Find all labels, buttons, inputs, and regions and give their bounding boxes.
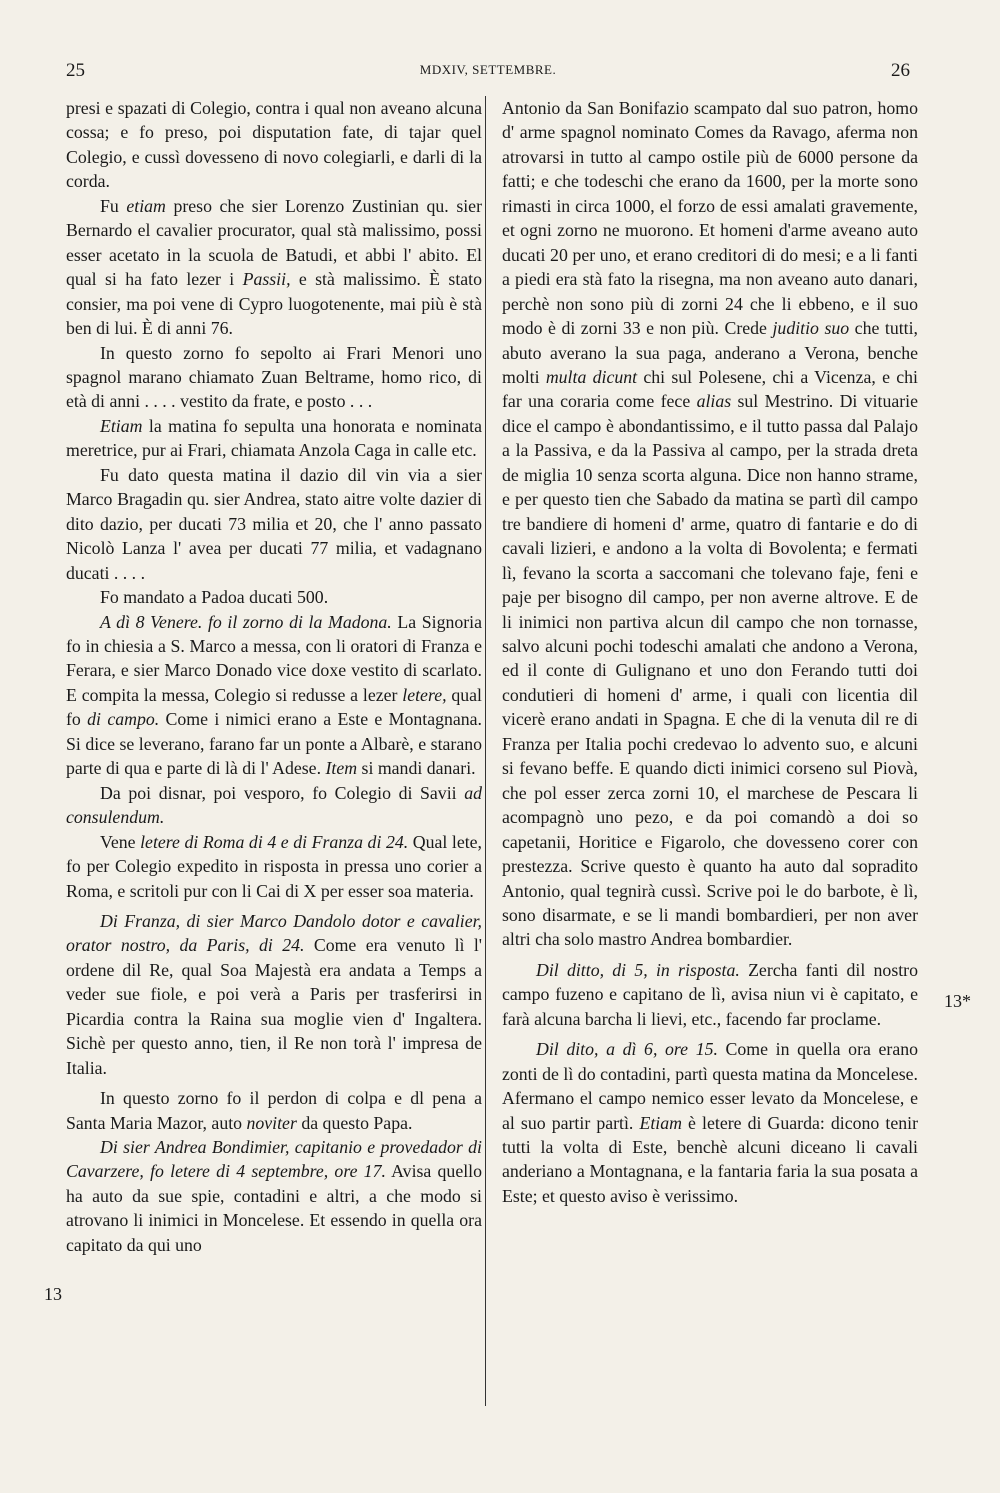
paragraph: Antonio da San Bonifazio scampato dal suo patron, homo d' arme spagnol nominato Comes da Ravago, aferma non atrovarsi in tutto al campo ostile più de 6000 persone da fatti; e che todeschi che erano da 1600, per la morte sono rimasti in circa 1000, el forzo de essi amalati gravemente, et ogni zorno ne muorono. Et homeni d'arme aveano auto ducati 20 per uno, et erano creditori di do mesi; e a li fanti a piedi era stà fato la risegna, ma non aveano auto danari, perchè non sono più di zorni 24 che li ebbeno, e il suo modo è di zorni 33 e non più. Crede juditio suo che tutti, abuto averano la sua paga, anderano a Verona, benche molti multa dicunt chi sul Polesene, chi a Vicenza, e chi far una coraria come fece alias sul Mestrino. Di vituarie dice el campo è abondantissimo, e il tutto passa dal Palajo a la Passiva, e da la Passiva al campo, per la strada dreta de miglia 10 senza scorta alguna. Dice non hanno strame, e per questo tien che Sabado da matina se partì dil campo tre bandiere di homeni d' arme, quatro di fantarie e do di cavali lizieri, e andono a la volta di Bovolenta; e fermati lì, fevano la scorta a saccomani che tolevano faje, feni e paje per bisogno dil campo, per non averne altrove. E de li inimici non partiva alcun dil campo che non tornasse, salvo alcuni pochi todeschi amalati che andono a Verona, ed il conte di Gulignano et uno don Ferando tutti doi condutieri di homeni d' arme, i quali con licentia dil vicerè erano andati in Spagna. E che di la venuta dil re di Franza per Italia pochi credevao lo advento suo, e alcuni si fevano beffe. E quando dicti inimici corseno sul Piovà, che pol esser zerca zorni 10, el marchese de Pescara li acompagnò uno pezo, e da poi comandò a doi so capetanii, Horitice e Figarolo, che dovesseno corer con prestezza. Scrive questo è quanto ha auto dal sopradito Antonio, qual tegnirà cussì. Scrive poi le do barbote, è lì, sono disarmate, e se li mandi bombardieri, per non aver altri cha solo mastro Andrea bombardier.	[502, 98, 918, 950]
left-column	[66, 96, 482, 1257]
paragraph: presi e spazati di Colegio, contra i qual non aveano alcuna cossa; e fo preso, poi disputation fate, di tajar quel Colegio, e cussì dovesseno di novo colegiarli, e darli di la corda.	[66, 98, 482, 192]
paragraph: Di sier Andrea Bondimier, capitanio e provedador di Cavarzere, fo letere di 4 septembre, ore 17. Avisa quello ha auto da sue spie, contadini e altri, a che modo si atrovano li inimici in Moncelese. Et essendo in quella ora capitato da qui uno	[66, 1137, 482, 1255]
paragraph: Di Franza, di sier Marco Dandolo dotor e cavalier, orator nostro, da Paris, di 24. Come era venuto lì l' ordene dil Re, qual Soa Majestà era andata a Temps a veder sue fiole, e poi verà a Paris per trasferirsi in Picardia contra la Raina sua moglie vien d' Ingaltera. Sichè per questo anno, tien, il Re non torà l' impresa de Italia.	[66, 910, 482, 1078]
running-header	[66, 60, 910, 84]
paragraph: A dì 8 Venere. fo il zorno di la Madona. La Signoria fo in chiesia a S. Marco a messa, con li oratori di Franza e Ferara, e sier Marco Donado vice doxe vestito di scarlato. E compita la messa, Colegio si redusse a lezer letere, qual fo di campo. Come i nimici erano a Este e Montagnana. Si dice se leverano, farano far un ponte a Albarè, e starano parte di qua e parte di là di l' Adese. Item si mandi danari.	[66, 611, 482, 779]
margin-note-right: 13*	[944, 991, 971, 1011]
page-number-right: 26	[891, 60, 910, 81]
paragraph: Vene letere di Roma di 4 e di Franza di 24. Qual lete, fo per Colegio expedito in risposta in pressa uno corier a Roma, e scritoli pur con li Cai di X per esser soa materia.	[66, 831, 482, 901]
page-number-left: 25	[66, 60, 85, 81]
paragraph: In questo zorno fo sepolto ai Frari Menori uno spagnol marano chiamato Zuan Beltrame, homo rico, di età di anni . . . . vestito da frate, e posto . . .	[66, 342, 482, 412]
paragraph: Dil ditto, di 5, in risposta. Zercha fanti dil nostro campo fuzeno e capitano de lì, avisa niun vi è capitato, e farà alcuna barcha li lievi, etc., facendo far proclame.	[502, 959, 918, 1029]
column-divider	[485, 96, 486, 1406]
paragraph: Dil dito, a dì 6, ore 15. Come in quella ora erano zonti de lì do contadini, partì questa matina da Moncelese. Afermano el campo nemico esser levato da Moncelese, e al suo partir partì. Etiam è letere di Guarda: dicono tenir tutti la volta di Este, benchè alcuni diceano li cavali anderiano a Montagnana, e la fantaria faria la sua posata a Este; et questo aviso è verissimo.	[502, 1039, 918, 1206]
right-column	[502, 96, 918, 1208]
paragraph: Etiam la matina fo sepulta una honorata e nominata meretrice, pur ai Frari, chiamata Anzola Caga in calle etc.	[66, 415, 482, 461]
paragraph: Fo mandato a Padoa ducati 500.	[100, 587, 329, 608]
paragraph: Fu dato questa matina il dazio dil vin via a sier Marco Bragadin qu. sier Andrea, stato aitre volte dazier di dito dazio, per ducati 73 milia et 20, che l' anno passato Nicolò Lanza l' avea per ducati 77 milia, et vadagnano ducati . . . .	[66, 464, 482, 583]
running-head: MDXIV, SETTEMBRE.	[419, 62, 557, 77]
paragraph: Fu etiam preso che sier Lorenzo Zustinian qu. sier Bernardo el cavalier procurator, qual stà malissimo, possi esser acetato in la scuola de Batudi, et abbi l' abito. El qual si ha fato lezer i Passii, e stà malissimo. È stato consier, ma poi vene di Cypro luogotenente, mai più è stà ben di lui. È di anni 76.	[66, 195, 482, 339]
margin-note-left: 13	[44, 1284, 62, 1304]
paragraph: Da poi disnar, poi vesporo, fo Colegio di Savii ad consulendum.	[66, 782, 482, 828]
paragraph: In questo zorno fo il perdon di colpa e dl pena a Santa Maria Mazor, auto noviter da questo Papa.	[66, 1088, 482, 1133]
